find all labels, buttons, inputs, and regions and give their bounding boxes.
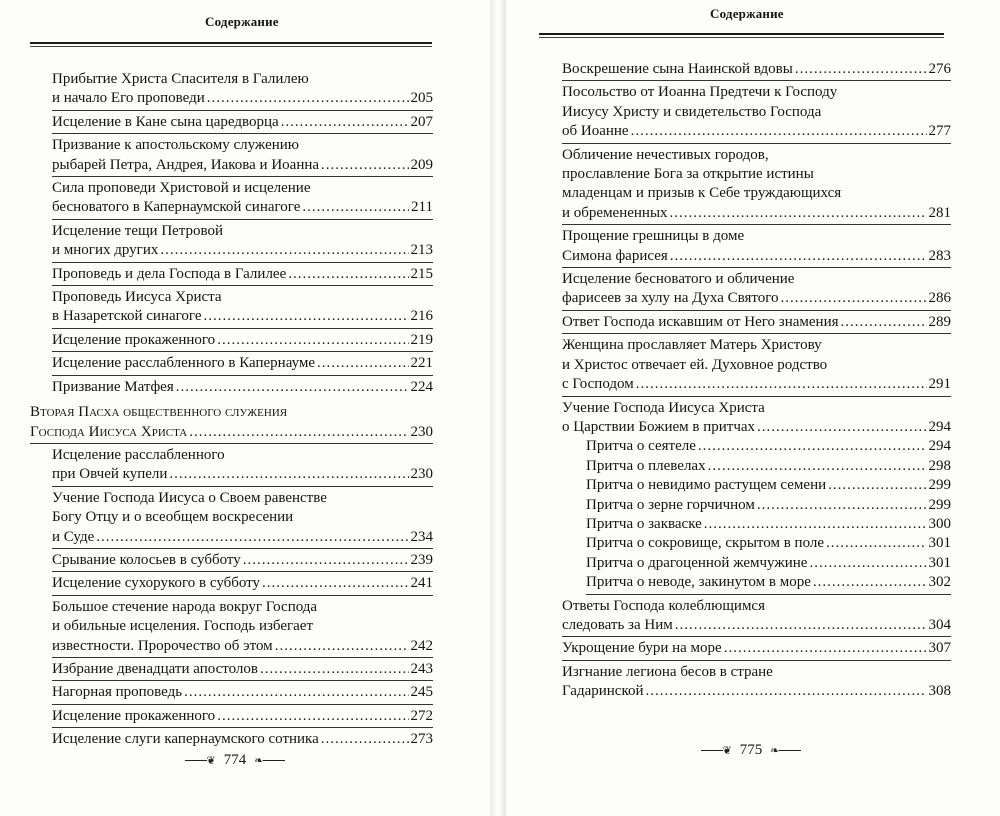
toc-page-number: 307	[928, 640, 951, 657]
toc-page-number: 242	[410, 637, 433, 654]
ornament-left: ❦	[701, 744, 732, 757]
table-of-contents-left	[30, 70, 433, 750]
toc-page-number: 207	[410, 113, 433, 130]
toc-page-number: 299	[928, 477, 951, 494]
folio-left	[160, 752, 310, 769]
toc-page-number: 230	[410, 423, 433, 440]
toc-entry-text: Воскрешение сына Наинской вдовы	[562, 61, 793, 77]
toc-page-number: 276	[928, 61, 951, 77]
toc-entry-text: младенцам и призыв к Себе труждающихся	[562, 185, 842, 202]
toc-page-number: 216	[410, 308, 433, 325]
toc-entry[interactable]	[562, 60, 951, 81]
toc-page-number: 300	[928, 515, 951, 532]
header-rule-right	[539, 33, 944, 35]
toc-entry[interactable]	[562, 313, 951, 334]
toc-page-number: 298	[928, 457, 951, 474]
toc-entry[interactable]	[52, 446, 433, 487]
toc-entry-text: о Царствии Божием в притчах	[562, 418, 756, 435]
toc-entry[interactable]	[562, 399, 951, 438]
toc-entry-text: Срывание колосьев в субботу	[52, 551, 241, 568]
running-head-right: Содержание	[710, 6, 784, 21]
toc-entry-text: Женщина прославляет Матерь Христову	[562, 337, 822, 354]
toc-page-number: 301	[928, 554, 951, 571]
toc-entry[interactable]	[52, 179, 433, 220]
toc-entry[interactable]	[562, 146, 951, 226]
toc-entry-text: Исцеление прокаженного	[52, 331, 216, 348]
toc-entry-text: фарисеев за хулу на Духа Святого	[562, 290, 779, 307]
toc-entry[interactable]	[52, 378, 433, 397]
toc-entry[interactable]	[562, 597, 951, 638]
toc-entry-text: с Господом	[562, 376, 634, 393]
toc-entry-text: Изгнание легиона бесов в стране	[562, 663, 773, 680]
toc-subentry[interactable]	[586, 496, 951, 515]
toc-entry-text: и Суде	[52, 528, 95, 545]
toc-entry-text: Сила проповеди Христовой и исцеление	[52, 180, 311, 197]
toc-subentry[interactable]	[586, 534, 951, 553]
toc-entry-text: об Иоанне	[562, 123, 629, 140]
running-head-left: Содержание	[205, 14, 279, 29]
toc-entry-text: Притча о неводе, закинутом в море	[586, 574, 811, 591]
toc-entry-text: Проповедь и дела Господа в Галилее	[52, 265, 287, 282]
toc-entry-text: Призвание к апостольскому служению	[52, 137, 300, 154]
toc-entry-text: Вторая Пасха общественного служения	[30, 404, 288, 421]
toc-page-number: 213	[410, 242, 433, 259]
toc-entry-text: Ответы Господа колеблющимся	[562, 597, 765, 614]
toc-entry-text: и обильные исцеления. Господь избегает	[52, 618, 314, 635]
toc-entry[interactable]	[52, 730, 433, 749]
toc-page-number: 286	[928, 290, 951, 307]
toc-entry[interactable]	[52, 551, 433, 572]
toc-subentry[interactable]	[586, 476, 951, 495]
toc-entry-text: прославление Бога за открытие истины	[562, 166, 814, 183]
toc-entry-text: Учение Господа Иисуса Христа	[562, 399, 765, 416]
toc-entry-text: Гадаринской	[562, 683, 644, 700]
toc-entry[interactable]	[562, 227, 951, 268]
toc-page-number: 243	[410, 660, 433, 677]
toc-entry-text: и Христос отвечает ей. Духовное родство	[562, 356, 828, 373]
header-rule-left	[30, 42, 432, 44]
toc-subentry[interactable]	[586, 457, 951, 476]
toc-page-number: 224	[410, 378, 433, 395]
toc-entry[interactable]	[52, 574, 433, 595]
toc-subentry[interactable]	[586, 515, 951, 534]
header-rule-thin-right	[539, 37, 944, 38]
toc-entry-text: Избрание двенадцати апостолов	[52, 660, 258, 677]
toc-entry-text: Призвание Матфея	[52, 378, 174, 395]
toc-page-number: 209	[410, 156, 433, 173]
toc-page-number: 299	[928, 496, 951, 513]
toc-page-number: 239	[410, 551, 433, 568]
toc-entry[interactable]	[52, 265, 433, 286]
toc-entry[interactable]	[52, 222, 433, 263]
toc-entry-text: и начало Его проповеди	[52, 90, 205, 107]
page-number-left: 774	[223, 752, 247, 768]
toc-page-number: 281	[928, 204, 951, 221]
toc-page-number: 205	[410, 90, 433, 107]
toc-entry-text: и многих других	[52, 242, 159, 259]
toc-entry-text: Иисусу Христу и свидетельство Господа	[562, 103, 822, 120]
toc-entry[interactable]	[562, 663, 951, 702]
toc-page-number: 289	[928, 313, 951, 330]
toc-entry-text: в Назаретской синагоге	[52, 308, 202, 325]
toc-entry-text: Ответ Господа искавшим от Него знамения	[562, 313, 839, 330]
toc-page-number: 221	[410, 355, 433, 372]
toc-entry[interactable]	[562, 270, 951, 311]
toc-entry-text: при Овчей купели	[52, 466, 168, 483]
toc-page-number: 283	[928, 247, 951, 264]
toc-page-number: 234	[410, 528, 433, 545]
toc-page-number: 273	[410, 731, 433, 748]
toc-entry-text: Исцеление прокаженного	[52, 707, 216, 724]
toc-subentry[interactable]	[586, 573, 951, 594]
ornament-right: ❧	[770, 744, 801, 757]
toc-entry-text: Посольство от Иоанна Предтечи к Господу	[562, 84, 838, 101]
toc-entry[interactable]	[52, 489, 433, 549]
toc-entry-text: Укрощение бури на море	[562, 640, 722, 657]
toc-page-number: 277	[928, 123, 951, 140]
toc-entry[interactable]	[52, 113, 433, 134]
toc-entry-text: Богу Отцу и о всеобщем воскресении	[52, 509, 294, 526]
toc-entry-text: рыбарей Петра, Андрея, Иакова и Иоанна	[52, 156, 320, 173]
toc-entry-text: известности. Пророчество об этом	[52, 637, 273, 654]
toc-entry-text: Исцеление бесноватого и обличение	[562, 271, 795, 288]
toc-entry-text: Нагорная проповедь	[52, 684, 183, 701]
toc-subentry[interactable]	[586, 437, 951, 456]
toc-entry-text: Прибытие Христа Спасителя в Галилею	[52, 71, 309, 87]
toc-entry-text: Исцеление сухорукого в субботу	[52, 575, 261, 592]
toc-page-number: 215	[410, 265, 433, 282]
toc-entry-text: Исцеление в Кане сына царедворца	[52, 113, 279, 130]
toc-entry-text: Притча о сеятеле	[586, 438, 696, 455]
toc-entry[interactable]	[52, 683, 433, 704]
right-page	[506, 0, 1000, 816]
toc-page-number: 219	[410, 331, 433, 348]
toc-page-number: 230	[410, 466, 433, 483]
toc-entry-text: и обремененных	[562, 204, 668, 221]
toc-entry[interactable]	[52, 598, 433, 658]
book-gutter	[490, 0, 506, 816]
toc-entry-text: Исцеление тещи Петровой	[52, 222, 224, 239]
toc-entry[interactable]	[52, 707, 433, 728]
toc-page-number: 272	[410, 707, 433, 724]
toc-page-number: 308	[928, 683, 951, 700]
toc-entry-text: Притча о драгоценной жемчужине	[586, 554, 808, 571]
toc-page-number: 294	[928, 418, 951, 435]
toc-entry-text: Притча о сокровище, скрытом в поле	[586, 535, 825, 552]
toc-entry-text: следовать за Ним	[562, 616, 673, 633]
toc-entry-text: Притча о невидимо растущем семени	[586, 477, 827, 494]
toc-entry[interactable]	[562, 639, 951, 660]
header-rule-thin-left	[30, 46, 432, 47]
toc-entry[interactable]	[52, 354, 433, 375]
toc-page-number: 294	[928, 438, 951, 455]
toc-entry[interactable]	[52, 660, 433, 681]
toc-entry[interactable]	[562, 83, 951, 143]
toc-page-number: 245	[410, 684, 433, 701]
toc-page-number: 301	[928, 535, 951, 552]
toc-entry[interactable]	[52, 288, 433, 329]
toc-entry-text: Исцеление расслабленного в Капернауме	[52, 355, 316, 372]
toc-entry[interactable]	[52, 70, 433, 111]
toc-entry-text: Исцеление слуги капернаумского сотника	[52, 731, 319, 748]
toc-page-number: 211	[411, 199, 433, 216]
toc-entry-text: Притча о плевелах	[586, 457, 706, 474]
toc-entry-text: Прощение грешницы в доме	[562, 228, 745, 245]
toc-entry-text: Учение Господа Иисуса о Своем равенстве	[52, 489, 327, 506]
toc-page-number: 302	[928, 574, 951, 591]
toc-entry-text: Большое стечение народа вокруг Господа	[52, 598, 318, 615]
toc-entry-text: Обличение нечестивых городов,	[562, 146, 769, 163]
ornament-right: ❧	[254, 754, 285, 767]
page-number-right: 775	[739, 742, 763, 758]
toc-page-number: 304	[928, 616, 951, 633]
table-of-contents-right	[562, 60, 951, 702]
toc-entry[interactable]	[52, 136, 433, 177]
folio-right	[676, 742, 826, 759]
toc-subentry[interactable]	[586, 554, 951, 573]
toc-section-heading[interactable]	[30, 403, 433, 444]
toc-entry-text: Исцеление расслабленного	[52, 446, 225, 463]
toc-entry[interactable]	[52, 331, 433, 352]
toc-entry-text: Проповедь Иисуса Христа	[52, 289, 222, 306]
toc-entry-text: Притча о зерне горчичном	[586, 496, 755, 513]
left-page	[0, 0, 490, 816]
toc-entry[interactable]	[562, 336, 951, 396]
toc-entry-text: Господа Иисуса Христа	[30, 423, 188, 440]
toc-entry-text: Симона фарисея	[562, 247, 668, 264]
toc-page-number: 291	[928, 376, 951, 393]
ornament-left: ❦	[185, 754, 216, 767]
toc-entry-text: Притча о закваске	[586, 515, 702, 532]
toc-entry-text: бесноватого в Капернаумской синагоге	[52, 199, 301, 216]
toc-page-number: 241	[410, 575, 433, 592]
